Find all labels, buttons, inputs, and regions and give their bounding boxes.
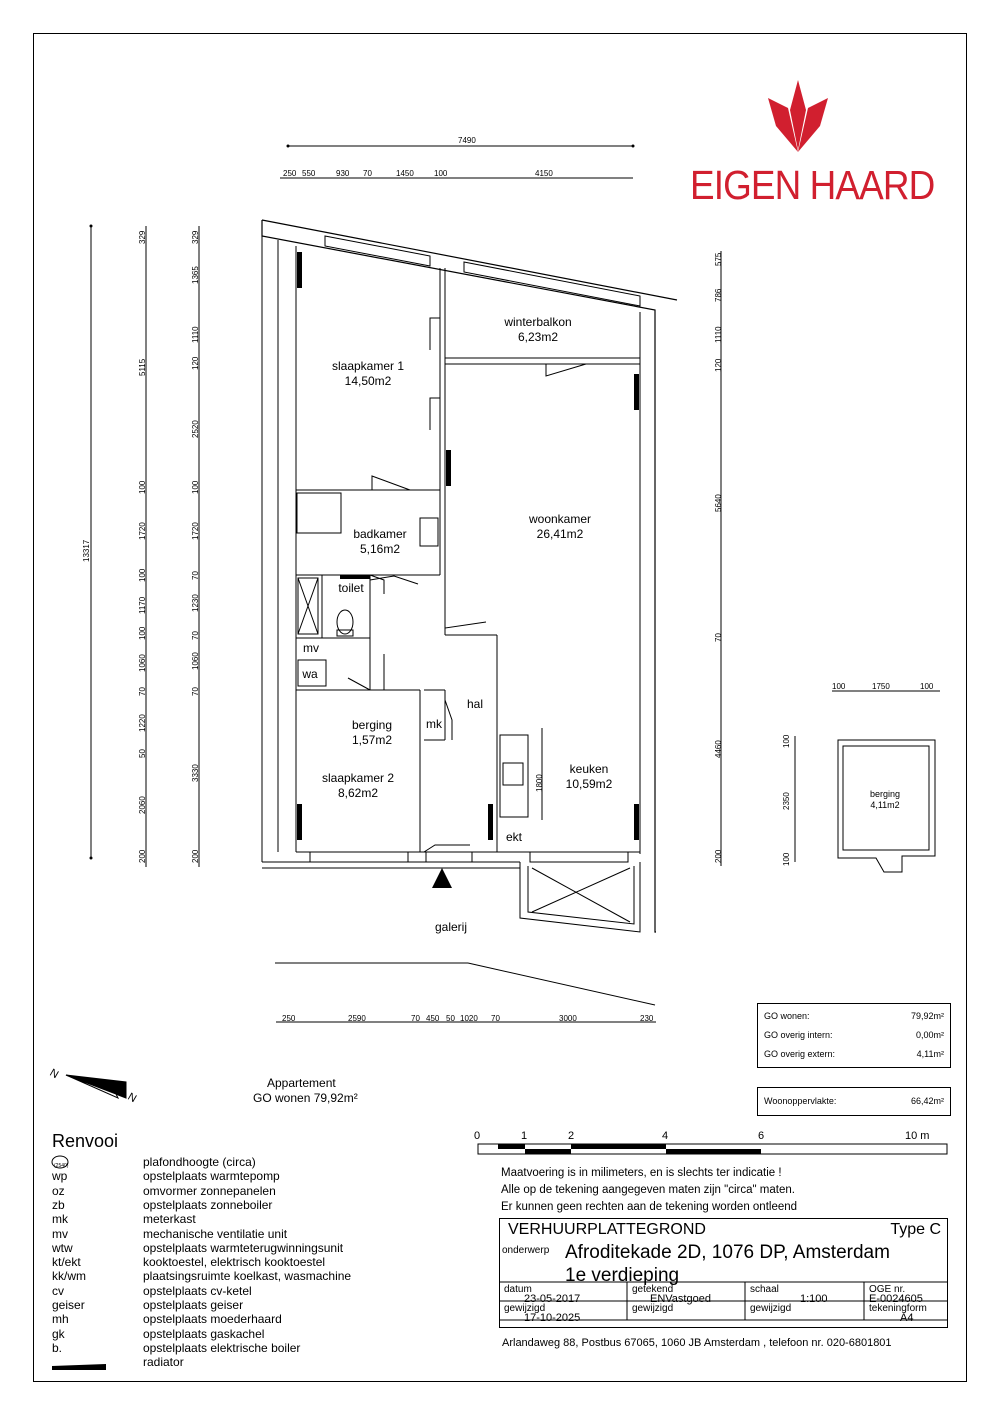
- dim-storage: 100: [920, 682, 934, 691]
- dim-inner: 1110: [191, 326, 200, 343]
- legend-label: opstelplaats warmtepomp: [143, 1169, 280, 1184]
- label-mv: mv: [303, 641, 319, 655]
- compass-icon: [66, 1075, 126, 1098]
- schaal-label: schaal: [750, 1284, 779, 1295]
- dim-storage: 1750: [872, 682, 890, 691]
- dim-bottom: 3000: [559, 1014, 577, 1023]
- schaal-value: 1:100: [800, 1293, 828, 1305]
- dim-top: 70: [363, 169, 372, 178]
- dim-left: 50: [138, 749, 147, 758]
- dim-left: 200: [138, 849, 147, 863]
- dim-inner: 120: [191, 356, 200, 370]
- dim-inner: 329: [191, 230, 200, 244]
- legend-label: opstelplaats moederhaard: [143, 1312, 282, 1327]
- oge-label: OGE nr.: [869, 1284, 906, 1295]
- dim-left: 1720: [138, 522, 147, 540]
- dim-right: 4460: [714, 740, 723, 758]
- title-type: Type C: [890, 1221, 941, 1238]
- legend-title: Renvooi: [52, 1131, 119, 1151]
- areas-table: GO wonen: 79,92m² GO overig intern: 0,00m² GO overig extern: 4,11m²: [757, 1003, 951, 1068]
- legend-label: opstelplaats gaskachel: [143, 1326, 265, 1341]
- label-wa: wa: [302, 667, 318, 681]
- onderwerp-label: onderwerp: [502, 1245, 550, 1256]
- floor: 1e verdieping: [565, 1265, 680, 1286]
- dim-inner: 1230: [191, 594, 200, 612]
- dim-storage-side: 100: [782, 734, 791, 748]
- dim-bottom: 450: [426, 1014, 440, 1023]
- room-berging-extern: berging 4,11m2: [869, 789, 901, 810]
- dim-left: 1220: [138, 714, 147, 732]
- legend-label: opstelplaats cv-ketel: [143, 1283, 252, 1298]
- dim-top: 1450: [396, 169, 414, 178]
- dim-inner: 70: [191, 631, 200, 640]
- dim-inner: 100: [191, 480, 200, 494]
- legend-key: mv: [52, 1226, 68, 1241]
- dim-storage-side: 100: [782, 852, 791, 866]
- dim-left: 2060: [138, 796, 147, 814]
- label-mk: mk: [426, 717, 442, 731]
- dim-left: 70: [138, 687, 147, 696]
- dim-inner: 1720: [191, 522, 200, 540]
- dim-left: 100: [138, 568, 147, 582]
- legend-label: plaatsingsruimte koelkast, wasmachine: [143, 1269, 352, 1284]
- compass-label: N: [125, 1090, 139, 1106]
- legend-key: wp: [52, 1169, 68, 1184]
- legend-label: meterkast: [143, 1212, 196, 1227]
- dim-right: 786: [714, 288, 723, 302]
- legend-key: wtw: [52, 1240, 73, 1255]
- room-berging: berging 1,57m2: [351, 718, 393, 747]
- legend-key: (2540): [54, 1163, 69, 1169]
- room-slaapkamer-1: slaapkamer 1 14,50m2: [331, 359, 405, 388]
- footer-address: Arlandaweg 88, Postbus 67065, 1060 JB Amsterdam , telefoon nr. 020-6801801: [502, 1337, 892, 1349]
- legend-label: opstelplaats warmteterugwinningsunit: [143, 1240, 344, 1255]
- dim-bottom: 230: [640, 1014, 654, 1023]
- tekeningform-label: tekeningform: [869, 1303, 927, 1314]
- dim-right: 200: [714, 849, 723, 863]
- room-woonkamer: woonkamer 26,41m2: [528, 512, 592, 541]
- legend-key: b.: [52, 1340, 63, 1355]
- legend-label: radiator: [143, 1355, 184, 1370]
- gewijzigd-label: gewijzigd: [504, 1303, 546, 1314]
- room-badkamer: badkamer 5,16m2: [353, 527, 407, 556]
- gewijzigd2-label: gewijzigd: [632, 1303, 674, 1314]
- compass-label: N: [47, 1066, 61, 1082]
- dim-top: 550: [302, 169, 316, 178]
- title-heading: VERHUURPLATTEGROND: [508, 1221, 706, 1238]
- legend-label: omvormer zonnepanelen: [143, 1183, 276, 1198]
- room-winterbalkon: winterbalkon 6,23m2: [504, 315, 572, 344]
- dim-top: 930: [336, 169, 350, 178]
- room-hal: hal: [466, 697, 484, 711]
- dim-left-total: 13317: [82, 539, 91, 562]
- dim-inner: 1365: [191, 266, 200, 284]
- datum-label: datum: [504, 1284, 532, 1295]
- dim-right: 575: [714, 252, 723, 266]
- dim-inner: 2520: [191, 420, 200, 438]
- legend-key: kk/wm: [52, 1269, 86, 1284]
- dim-bottom: 70: [491, 1014, 500, 1023]
- dim-bottom: 70: [411, 1014, 420, 1023]
- dim-left: 100: [138, 480, 147, 494]
- dim-right: 120: [714, 358, 723, 372]
- legend-key: kt/ekt: [52, 1255, 81, 1270]
- dim-bottom: 50: [446, 1014, 455, 1023]
- datum-value: 23-05-2017: [524, 1293, 581, 1305]
- dim-top: 250: [283, 169, 297, 178]
- dim-inner: 70: [191, 687, 200, 696]
- scale-tick: 6: [758, 1130, 765, 1142]
- legend-label: opstelplaats zonneboiler: [143, 1197, 273, 1212]
- dim-left: 1170: [138, 596, 147, 614]
- legend-key: gk: [52, 1326, 65, 1341]
- legend-label: opstelplaats geiser: [143, 1298, 244, 1312]
- label-ekt: ekt: [505, 830, 523, 844]
- scale-tick: 10 m: [905, 1130, 930, 1142]
- dim-inner: 1060: [191, 652, 200, 670]
- dim-right: 1110: [714, 326, 723, 343]
- dim-top: 4150: [535, 169, 553, 178]
- room-slaapkamer-2: slaapkamer 2 8,62m2: [321, 771, 395, 800]
- logo-icon: [768, 80, 828, 152]
- legend-label: plafondhoogte (circa): [143, 1155, 256, 1169]
- getekend-value: ENVastgoed: [650, 1293, 711, 1305]
- label-galerij: galerij: [434, 920, 468, 934]
- dim-left: 100: [138, 626, 147, 640]
- dim-counter: 1800: [535, 774, 544, 792]
- dim-inner: 3330: [191, 764, 200, 782]
- dim-right: 70: [714, 633, 723, 642]
- dim-bottom: 1020: [460, 1014, 478, 1023]
- scale-tick: 2: [568, 1130, 575, 1142]
- legend-key: mk: [52, 1212, 68, 1227]
- title-block: [499, 1218, 948, 1328]
- disclaimer: Maatvoering is in milimeters, en is slechts ter indicatie ! Alle op de tekening aangegeven maten zijn "circa" maten. Er kunnen geen rechten aan de tekening worden ontleend: [501, 1167, 798, 1213]
- gewijzigd3-label: gewijzigd: [750, 1303, 792, 1314]
- scale-tick: 0: [474, 1130, 481, 1142]
- legend-label: mechanische ventilatie unit: [143, 1226, 288, 1241]
- gewijzigd-value: 17-10-2025: [524, 1312, 581, 1324]
- legend-key: oz: [52, 1183, 65, 1198]
- legend-label: kooktoestel, elektrisch kooktoestel: [143, 1255, 326, 1270]
- dim-right: 5640: [714, 494, 723, 512]
- dim-top-total: 7490: [458, 136, 476, 145]
- room-toilet: toilet: [338, 581, 364, 595]
- dim-storage: 100: [832, 682, 846, 691]
- oge-value: E-0024605: [869, 1293, 923, 1305]
- legend-key: geiser: [52, 1298, 85, 1312]
- tekeningform-value: A4: [900, 1312, 914, 1324]
- room-keuken: keuken 10,59m2: [565, 762, 613, 791]
- legend-key: mh: [52, 1312, 69, 1327]
- dim-storage-side: 2350: [782, 792, 791, 810]
- apartment-summary: Appartement GO wonen 79,92m²: [253, 1076, 358, 1105]
- legend-key: cv: [52, 1283, 64, 1298]
- address: Afroditekade 2D, 1076 DP, Amsterdam: [565, 1242, 890, 1263]
- brand-logo: EIGEN HAARD: [690, 162, 935, 208]
- getekend-label: getekend: [632, 1284, 674, 1295]
- dim-bottom: 2590: [348, 1014, 366, 1023]
- dim-left: 5115: [138, 358, 147, 376]
- dim-inner: 70: [191, 571, 200, 580]
- legend-key: zb: [52, 1197, 65, 1212]
- legend-label: opstelplaats elektrische boiler: [143, 1340, 301, 1355]
- woonoppervlakte-box: Woonoppervlakte: 66,42m²: [757, 1087, 951, 1116]
- dim-top: 100: [434, 169, 448, 178]
- scale-tick: 4: [662, 1130, 669, 1142]
- dim-bottom: 250: [282, 1014, 296, 1023]
- scale-tick: 1: [521, 1130, 528, 1142]
- dim-left: 1060: [138, 654, 147, 672]
- dim-left: 329: [138, 230, 147, 244]
- dim-inner: 200: [191, 849, 200, 863]
